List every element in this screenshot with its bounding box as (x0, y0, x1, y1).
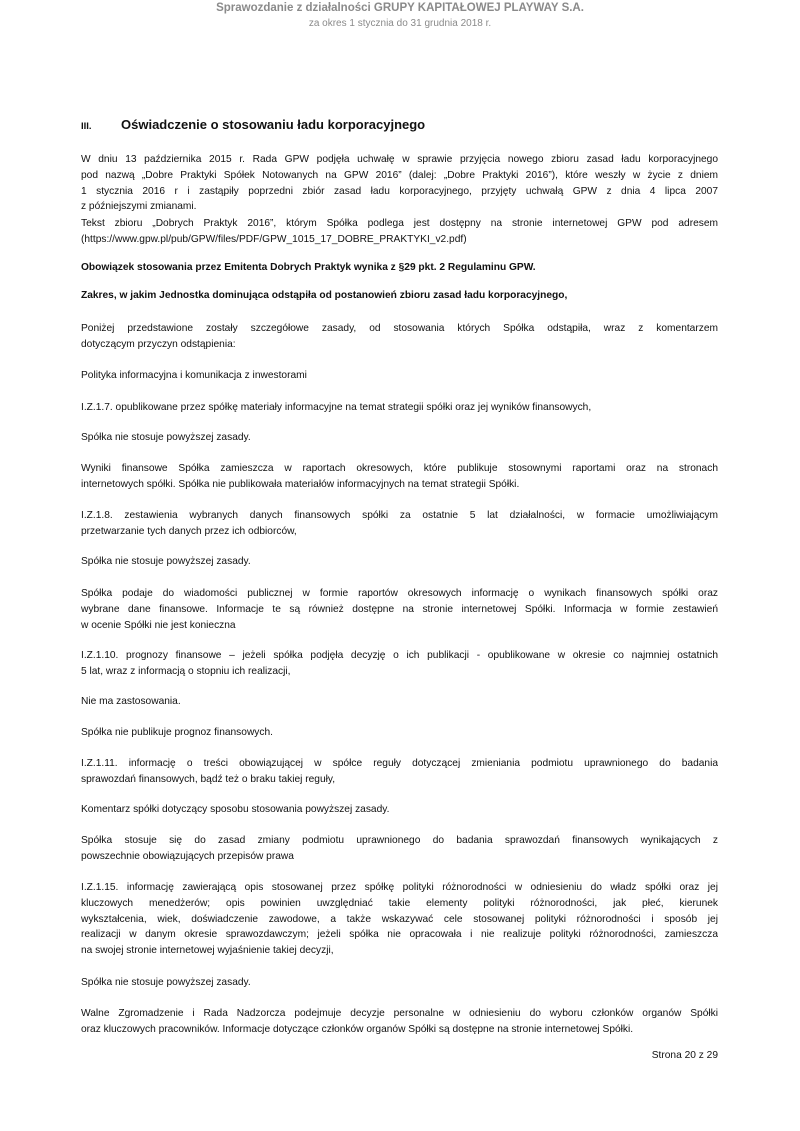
paragraph-line: Spółka nie stosuje powyższej zasady. (81, 556, 251, 567)
paragraph-line: dotyczącym przyczyn odstąpienia: (81, 338, 236, 350)
page-number: Strona 20 z 29 (651, 1050, 718, 1061)
paragraph (81, 554, 718, 570)
paragraph (81, 508, 718, 540)
paragraph-line: 5 lat, wraz z informacją o stopniu ich realizacji, (81, 665, 291, 677)
paragraph (81, 400, 718, 416)
paragraph-line: pod nazwą „Dobre Praktyki Spółek Notowanych na GPW 2016” (dalej: „Dobre Praktyki 2016”), które weszły w życie z dniem (81, 169, 718, 181)
paragraph-line: Spółka podaje do wiadomości publicznej w formie raportów okresowych informację o wynikach finansowych spółki oraz (81, 588, 718, 599)
paragraph (81, 152, 718, 215)
paragraph (81, 725, 718, 741)
paragraph (81, 216, 718, 248)
paragraph-line: Spółka nie publikuje prognoz finansowych. (81, 727, 273, 738)
paragraph-line: na swojej stronie internetowej wyjaśnienie takiej decyzji, (81, 945, 334, 957)
paragraph (81, 802, 718, 818)
paragraph-line: 1 stycznia 2016 r i zastąpiły poprzedni zbiór zasad ładu korporacyjnego, przyjęty uchwałą GPW z dnia 4 lipca 2007 (81, 185, 718, 197)
paragraph (81, 1006, 718, 1038)
paragraph (81, 694, 718, 710)
paragraph-line: wybrane dane finansowe. Informacje te są również dostępne na stronie internetowej Spółki. Informacja w formie zestawień (81, 603, 718, 615)
paragraph (81, 648, 718, 680)
paragraph-line: I.Z.1.7. opublikowane przez spółkę materiały informacyjne na temat strategii spółki oraz jej wyników finansowych, (81, 402, 592, 413)
paragraph-line: I.Z.1.8. zestawienia wybranych danych finansowych spółki za ostatnie 5 lat działalności, w formacie umożliwiającym (81, 510, 718, 521)
paragraph-line: kluczowych menedżerów; opis powinien uwzględniać takie elementy polityki różnorodności, jak płeć, kierunek (81, 897, 718, 909)
paragraph-line: przetwarzanie tych danych przez ich odbiorców, (81, 525, 297, 537)
paragraph-line: (https://www.gpw.pl/pub/GPW/files/PDF/GPW_1015_17_DOBRE_PRAKTYKI_v2.pdf) (81, 233, 467, 245)
paragraph-line: I.Z.1.10. prognozy finansowe – jeżeli spółka podjęła decyzję o ich publikacji - opublikowane w okresie co najmniej ostatnich (81, 650, 718, 661)
paragraph-line: Tekst zbioru „Dobrych Praktyk 2016”, którym Spółka podlega jest dostępny na stronie internetowej GPW pod adresem (81, 218, 718, 229)
paragraph-line: Walne Zgromadzenie i Rada Nadzorcza podejmuje decyzje personalne w odniesieniu do wyboru członków organów Spółki (81, 1008, 718, 1019)
paragraph-line: w ocenie Spółki nie jest konieczna (81, 619, 236, 631)
section-heading (81, 117, 425, 132)
paragraph (81, 368, 718, 384)
paragraph-line: sprawozdań finansowych, bądź też o braku takiej reguły, (81, 773, 336, 785)
paragraph (81, 880, 718, 959)
paragraph (81, 321, 718, 353)
section-title: Oświadczenie o stosowaniu ładu korporacyjnego (121, 117, 426, 132)
paragraph-line: Polityka informacyjna i komunikacja z inwestorami (81, 370, 307, 381)
paragraph (81, 288, 718, 304)
paragraph-line: Poniżej przedstawione zostały szczegółowe zasady, od stosowania których Spółka odstąpiła, wraz z komentarzem (81, 323, 718, 334)
paragraph-line: internetowych spółki. Spółka nie publikowała materiałów informacyjnych na temat strategii Spółki. (81, 478, 520, 490)
paragraph-line: I.Z.1.11. informację o treści obowiązującej w spółce reguły dotyczącej zmieniania podmiotu uprawnionego do badania (81, 758, 718, 769)
paragraph (81, 430, 718, 446)
paragraph-line: realizacji w danym okresie sprawozdawczym; jeżeli spółka nie opracowała i nie realizuje polityki różnorodności, zamieszcza (81, 929, 718, 941)
paragraph-line: oraz kluczowych pracowników. Informacje dotyczące członków organów Spółki są dostępne na stronie internetowej Spółki. (81, 1023, 634, 1035)
paragraph-line: Wyniki finansowe Spółka zamieszcza w raportach okresowych, które publikuje stosownymi raportami oraz na stronach (81, 463, 718, 474)
paragraph (81, 756, 718, 788)
paragraph-line: Zakres, w jakim Jednostka dominująca odstąpiła od postanowień zbioru zasad ładu korporacyjnego, (81, 290, 568, 301)
section-number: III. (81, 121, 92, 132)
paragraph (81, 260, 718, 276)
paragraph-line: W dniu 13 października 2015 r. Rada GPW podjęła uchwałę w sprawie przyjęcia nowego zbioru zasad ładu korporacyjnego (81, 154, 718, 165)
paragraph-line: Komentarz spółki dotyczący sposobu stosowania powyższej zasady. (81, 804, 390, 815)
paragraph (81, 833, 718, 865)
paragraph-line: Obowiązek stosowania przez Emitenta Dobrych Praktyk wynika z §29 pkt. 2 Regulaminu GPW. (81, 262, 536, 273)
paragraph (81, 586, 718, 633)
document-header-period: za okres 1 stycznia do 31 grudnia 2018 r. (308, 18, 492, 29)
paragraph-line: Nie ma zastosowania. (81, 696, 181, 707)
paragraph-line: Spółka nie stosuje powyższej zasady. (81, 432, 251, 443)
paragraph-line: I.Z.1.15. informację zawierającą opis stosowanej przez spółkę polityki różnorodności w odniesieniu do władz spółki oraz jej (81, 882, 718, 893)
paragraph-line: Spółka nie stosuje powyższej zasady. (81, 977, 251, 988)
document-header-title: Sprawozdanie z działalności GRUPY KAPITAŁOWEJ PLAYWAY S.A. (216, 2, 584, 14)
paragraph-line: powszechnie obowiązujących przepisów prawa (81, 850, 294, 862)
paragraph (81, 975, 718, 991)
paragraph-line: Spółka stosuje się do zasad zmiany podmiotu uprawnionego do badania sprawozdań finansowych wynikających z (81, 835, 718, 846)
paragraph (81, 461, 718, 493)
paragraph-line: z późniejszymi zmianami. (81, 201, 197, 213)
paragraph-line: wykształcenia, wiek, doświadczenie zawodowe, a także wskazywać cele stosowanej polityki różnorodności i sposób jej (81, 913, 718, 925)
